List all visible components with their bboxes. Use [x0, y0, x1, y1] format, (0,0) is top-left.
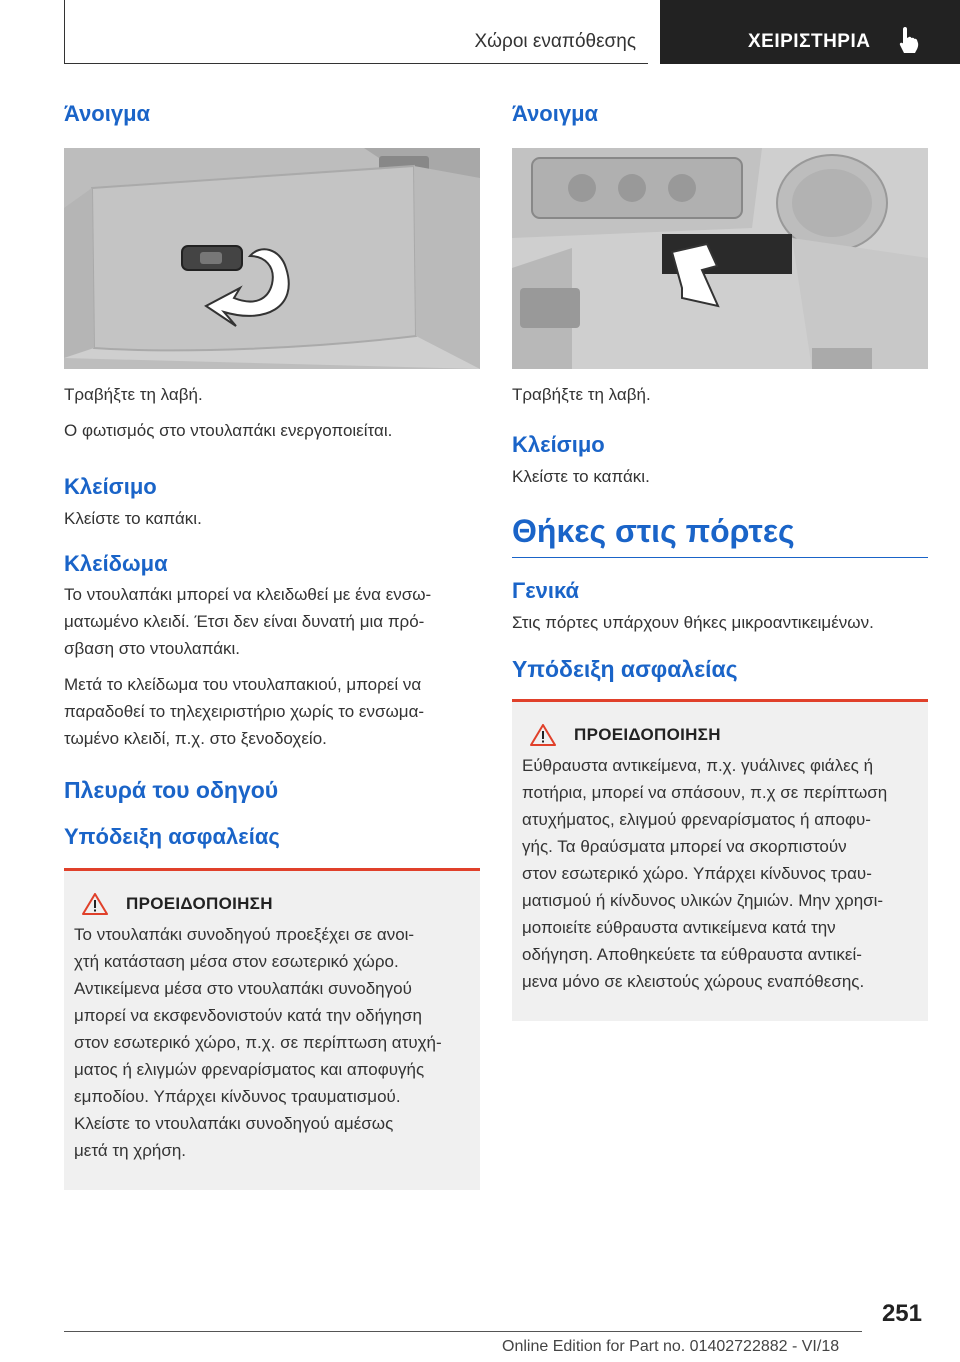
heading-opening-right: Άνοιγμα: [512, 101, 599, 126]
driver-compartment-photo: [512, 148, 928, 369]
text-general: Στις πόρτες υπάρχουν θήκες μικροαντικειμένων.: [512, 612, 874, 632]
heading-safety-right: Υπόδειξη ασφαλείας: [512, 655, 738, 682]
warning-title-right: ΠΡΟΕΙΔΟΠΟΙΗΣΗ: [574, 725, 721, 745]
header-rule-bottom: [64, 63, 648, 64]
header-section-title: Χώροι εναπόθεσης: [474, 31, 636, 52]
footer-rule: [64, 1331, 862, 1332]
left-column: [64, 96, 480, 1190]
warning-box-left: [64, 868, 480, 1190]
heading-closing-left: Κλείσιμο: [64, 474, 157, 500]
warning-triangle-icon: [82, 893, 108, 915]
text-close-lid-left: Κλείστε το καπάκι.: [64, 508, 202, 528]
warning-text-left: Το ντουλαπάκι συνοδηγού προεξέχει σε ανοι- χτή κατάσταση μέσα στον εσωτερικό χώρο. Αντικείμενα μέσα στο ντουλαπάκι συνοδηγού μπορεί να εκσφενδονιστούν κατά την οδήγηση στον εσωτερικό χώρο, π.χ. σε περίπτωση ατυχή- ματος ή ελιγμών φρεναρίσματος και αποφυγής εμποδίου. Υπάρχει κίνδυνος τραυματισμού. Κλείστε το ντουλαπάκι συνοδηγού αμέσως μετά τη χρήση.: [74, 925, 442, 1161]
text-locking-2: Μετά το κλείδωμα του ντουλαπακιού, μπορεί να παραδοθεί το τηλεχειριστήριο χωρίς το ενσωμα- τωμένο κλειδί, π.χ. στο ξενοδοχείο.: [64, 675, 425, 749]
text-light-on: Ο φωτισμός στο ντουλαπάκι ενεργοποιείται.: [64, 421, 393, 441]
text-pull-handle-right: Τραβήξτε τη λαβή.: [512, 385, 651, 405]
heading-safety-left: Υπόδειξη ασφαλείας: [64, 823, 280, 849]
text-pull-handle-left: Τραβήξτε τη λαβή.: [64, 385, 203, 405]
warning-text-right: Εύθραυστα αντικείμενα, π.χ. γυάλινες φιάλες ή ποτήρια, μπορεί να σπάσουν, π.χ σε περίπτωση ατυχήματος, ελιγμού φρεναρίσματος ή αποφυ- γής. Τα θραύσματα μπορεί να σκορπιστούν στον εσωτερικό χώρο. Υπάρχει κίνδυνος τραυ- ματισμού ή κίνδυνος υλικών ζημιών. Μην χρησι- μοποιείτε εύθραυστα αντικείμενα κατά την οδήγηση. Αποθηκεύετε τα εύθραυστα αντικεί- μενα μόνο σε κλειστούς χώρους εναπόθεσης.: [522, 756, 888, 992]
heading-general: Γενικά: [512, 578, 580, 604]
hand-pointer-icon: [896, 26, 922, 54]
warning-title-left: ΠΡΟΕΙΔΟΠΟΙΗΣΗ: [126, 894, 273, 914]
heading-opening-left: Άνοιγμα: [64, 101, 151, 126]
heading-door-pockets: Θήκες στις πόρτες: [512, 512, 795, 549]
heading-driver-side: Πλευρά του οδηγού: [64, 777, 279, 804]
header-chapter-tab[interactable]: [660, 0, 960, 64]
header-rule-left: [64, 0, 65, 64]
header-chapter-label: ΧΕΙΡΙΣΤΗΡΙΑ: [748, 31, 871, 52]
page-number: 251: [881, 1300, 922, 1327]
footer-edition: Online Edition for Part no. 01402722882 - VI/18: [502, 1338, 840, 1355]
text-close-lid-right: Κλείστε το καπάκι.: [512, 466, 650, 486]
heading-rule: [512, 557, 928, 558]
glovebox-photo: [64, 148, 480, 369]
right-column: [512, 96, 928, 1021]
warning-box-right: [512, 699, 928, 1021]
warning-triangle-icon: [530, 724, 556, 746]
heading-closing-right: Κλείσιμο: [512, 432, 605, 458]
heading-locking: Κλείδωμα: [64, 550, 168, 576]
text-locking-1: Το ντουλαπάκι μπορεί να κλειδωθεί με ένα ενσω- ματωμένο κλειδί. Έτσι δεν είναι δυνατή μια πρό- σβαση στο ντουλαπάκι.: [64, 585, 432, 659]
